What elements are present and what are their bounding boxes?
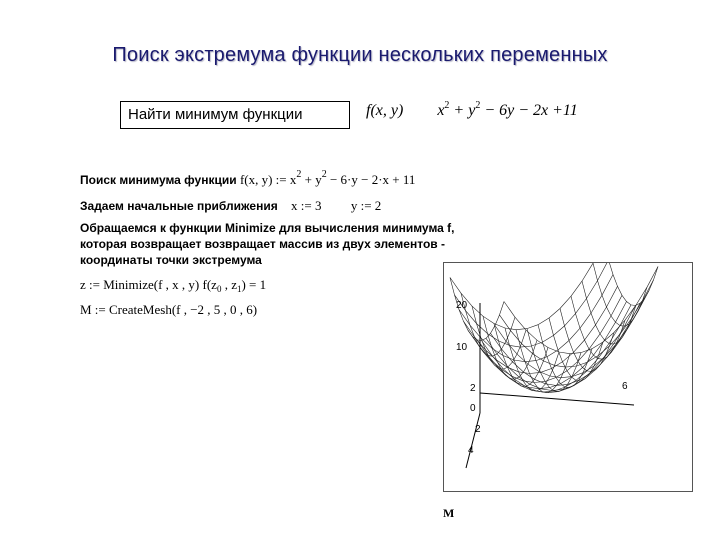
math-exp: 2 xyxy=(296,169,302,180)
x-axis xyxy=(480,393,634,405)
mesh-line xyxy=(571,296,625,359)
mesh-line xyxy=(468,295,622,382)
create-mesh-expression: M := CreateMesh(f , −2 , 5 , 0 , 6) xyxy=(80,302,258,317)
worksheet-line-3c: координаты точки экстремума xyxy=(80,253,262,267)
initial-y: y := 2 xyxy=(350,198,382,213)
surface-mesh xyxy=(450,263,658,393)
worksheet-line-3a: Обращаемся к функции Minimize для вычисления минимума f, xyxy=(80,221,455,235)
mesh-line xyxy=(504,267,658,354)
minimize-part: , z xyxy=(221,277,237,292)
minimize-part: z := Minimize(f , x , y) f(z xyxy=(80,277,217,292)
task-box: Найти минимум функции xyxy=(120,101,350,129)
mesh-line xyxy=(477,305,631,392)
y-tick-label: 4 xyxy=(468,445,474,456)
minimize-expression xyxy=(80,277,266,293)
top-formula xyxy=(366,102,578,120)
math-exp: 2 xyxy=(321,169,327,180)
line1-math xyxy=(239,169,416,187)
rhs-part: x xyxy=(437,102,445,119)
math-part: − 6·y − 2·x + 11 xyxy=(326,172,416,187)
z-tick-label: 20 xyxy=(456,300,468,311)
minimize-sub: 0 xyxy=(216,284,222,294)
minimize-sub: 1 xyxy=(236,284,242,294)
surface-plot-svg xyxy=(444,263,692,491)
z-tick-label: 2 xyxy=(470,383,476,394)
surface-plot xyxy=(443,262,693,492)
math-part: f(x, y) := x xyxy=(239,172,297,187)
rhs-exp: 2 xyxy=(475,100,481,111)
worksheet-line-1 xyxy=(80,169,416,188)
mesh-line xyxy=(516,330,570,393)
mesh-line xyxy=(459,275,613,362)
rhs-part: − 6y − 2x +11 xyxy=(480,102,578,119)
y-axis xyxy=(466,413,480,468)
top-formula-lhs: f(x, y) xyxy=(366,102,404,119)
slide-title: Поиск экстремума функции нескольких переменных xyxy=(112,44,608,66)
math-part: + y xyxy=(301,172,322,187)
x-tick-label: 6 xyxy=(622,381,628,392)
initial-x: x := 3 xyxy=(291,198,322,213)
line1-text: Поиск минимума функции xyxy=(80,173,237,187)
z-tick-label: 10 xyxy=(456,342,468,353)
mesh-line xyxy=(593,263,647,326)
line2-text: Задаем начальные приближения xyxy=(80,199,278,213)
worksheet-line-2 xyxy=(80,198,381,214)
y-tick-label: 2 xyxy=(475,424,481,435)
minimize-part: ) = 1 xyxy=(241,277,267,292)
worksheet-line-3b: которая возвращает возвращает массив из двух элементов - xyxy=(80,237,445,251)
rhs-exp: 2 xyxy=(444,100,450,111)
mesh-line xyxy=(495,291,649,378)
mesh-line xyxy=(604,263,658,306)
top-formula-rhs xyxy=(437,102,577,119)
rhs-part: + y xyxy=(449,102,476,119)
z-tick-label: 0 xyxy=(470,403,476,414)
plot-caption: M xyxy=(443,506,455,520)
